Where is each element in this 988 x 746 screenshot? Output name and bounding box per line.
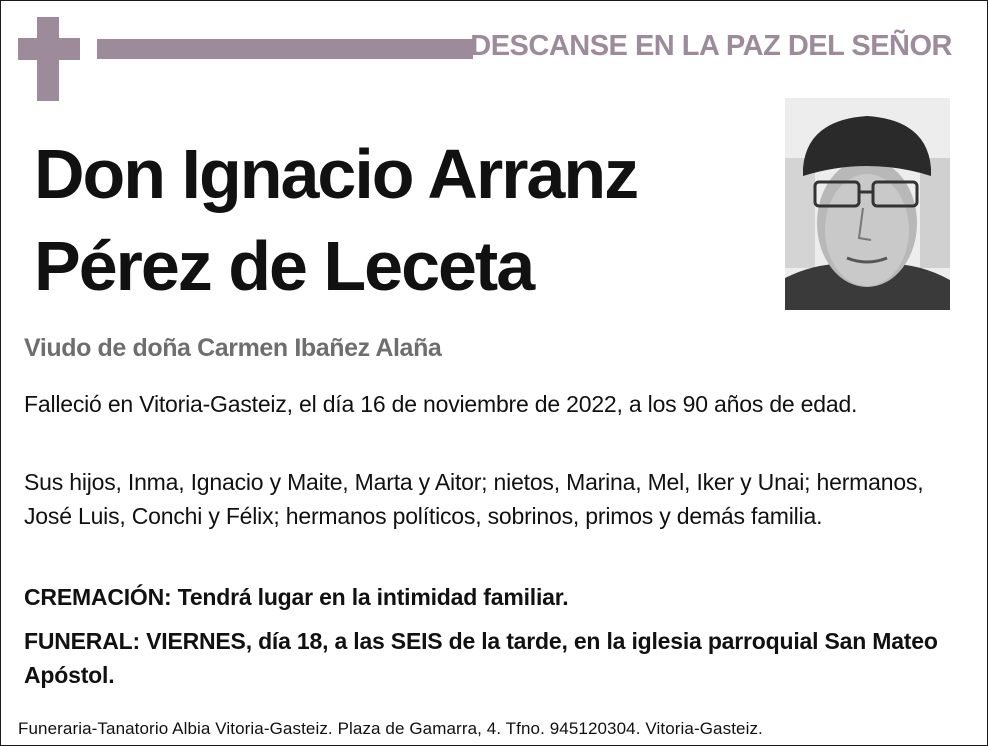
name-line-2: Pérez de Leceta: [34, 227, 534, 305]
header-tagline: DESCANSE EN LA PAZ DEL SEÑOR: [470, 30, 952, 62]
name-line-1: Don Ignacio Arranz: [34, 135, 638, 213]
header-bar: [97, 39, 473, 59]
cremation-notice: CREMACIÓN: Tendrá lugar en la intimidad familiar.: [24, 584, 569, 610]
funeral-home-footer: Funeraria-Tanatorio Albia Vitoria-Gasteiz. Plaza de Gamarra, 4. Tfno. 945120304. Vitoria-Gasteiz.: [18, 719, 763, 738]
portrait-photo: [785, 98, 950, 310]
funeral-notice: FUNERAL: VIERNES, día 18, a las SEIS de la tarde, en la iglesia parroquial San Mateo Apóstol.: [24, 628, 938, 688]
deceased-name: [34, 128, 754, 312]
death-notice: Falleció en Vitoria-Gasteiz, el día 16 de noviembre de 2022, a los 90 años de edad.: [24, 391, 858, 417]
family-list: Sus hijos, Inma, Ignacio y Maite, Marta y Aitor; nietos, Marina, Mel, Iker y Unai; hermanos, José Luis, Conchi y Félix; hermanos políticos, sobrinos, primos y demás familia.: [24, 469, 924, 529]
widow-line: Viudo de doña Carmen Ibañez Alaña: [24, 334, 442, 362]
